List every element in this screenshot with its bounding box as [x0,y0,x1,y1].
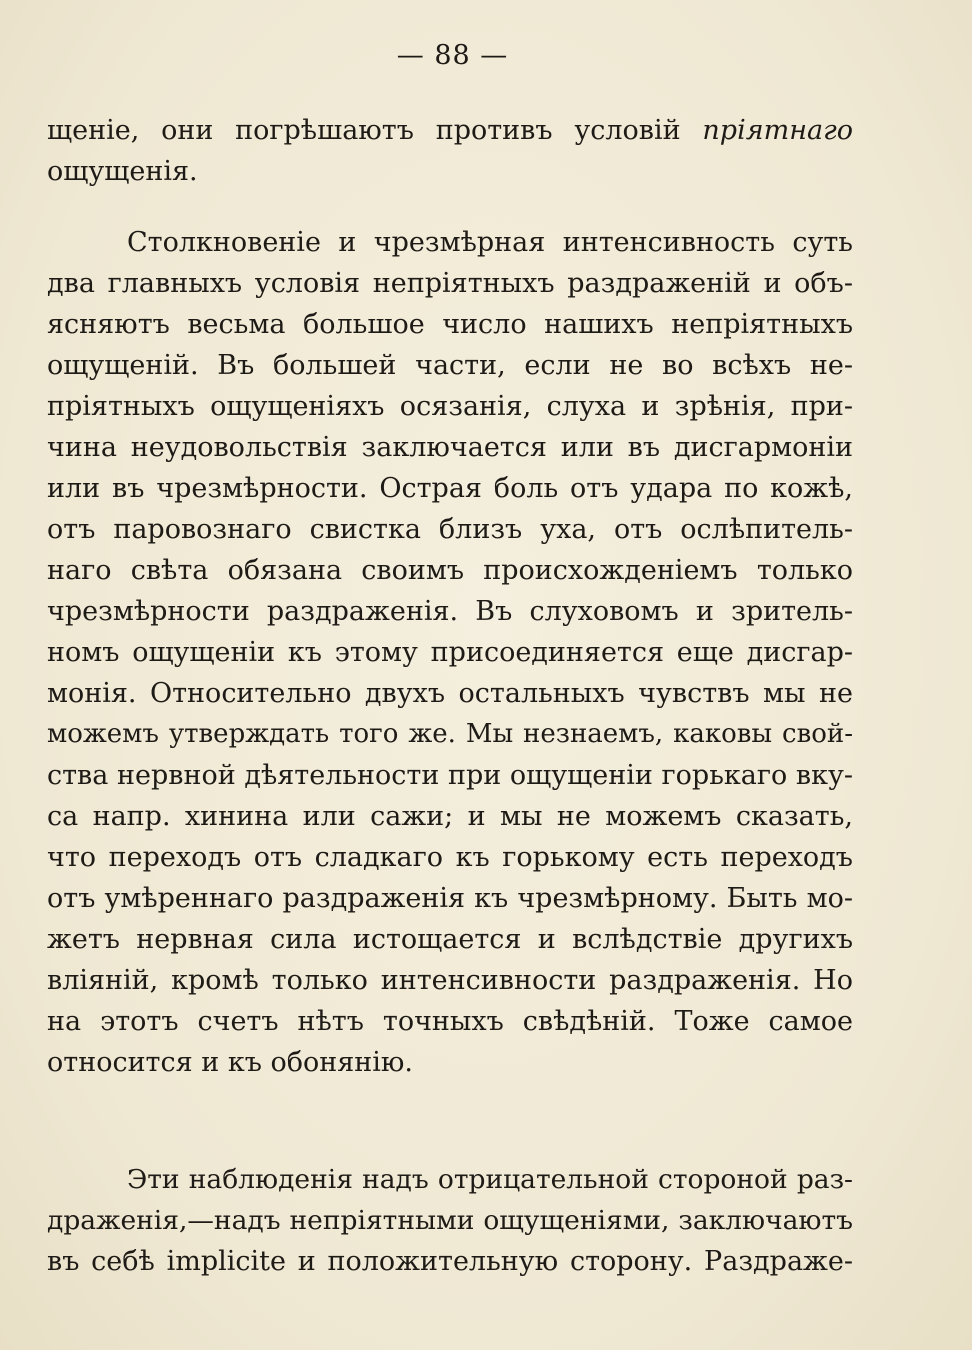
text-line: Столкновеніе и чрезмѣрная интенсивность суть [127,227,853,258]
page-number: — 88 — [396,40,509,71]
text-line: пріятныхъ ощущеніяхъ осязанія, слуха и зрѣнія, при- [47,391,853,422]
paragraph-3 [47,1159,853,1282]
text-line: ясняютъ весьма большое число нашихъ непріятныхъ [47,309,853,340]
text-line: или въ чрезмѣрности. Острая боль отъ удара по кожѣ, [47,473,853,504]
text-line: въ себѣ implicite и положительную сторону. Раздраже- [47,1246,853,1277]
text-line: отъ умѣреннаго раздраженія къ чрезмѣрному. Быть мо- [47,883,853,914]
text-line: номъ ощущеніи къ этому присоединяется еще дисгар- [47,637,853,668]
text-line: Эти наблюденія надъ отрицательной стороной раз- [127,1164,853,1195]
text-line: ства нервной дѣятельности при ощущеніи горькаго вку- [47,760,853,791]
text-line: вліяній, кромѣ только интенсивности раздраженія. Но [47,965,853,996]
text-line: на этотъ счетъ нѣтъ точныхъ свѣдѣній. Тоже самое [47,1006,853,1037]
paragraph-2 [47,222,853,1083]
text-line: монія. Относительно двухъ остальныхъ чувствъ мы не [47,678,853,709]
text-line: два главныхъ условія непріятныхъ раздраженій и объ- [47,268,853,299]
text-line: чрезмѣрности раздраженія. Въ слуховомъ и зритель- [47,596,853,627]
text-line-body: щеніе, они погрѣшаютъ противъ условій [47,115,703,146]
text-line: наго свѣта обязана своимъ происхожденіемъ только [47,555,853,586]
paragraph-1 [47,110,853,192]
text-line: относится и къ обонянію. [47,1047,413,1078]
text-line: чина неудовольствія заключается или въ дисгармоніи [47,432,853,463]
text-line: драженія,—надъ непріятными ощущеніями, заключаютъ [47,1205,853,1236]
text-line: жетъ нервная сила истощается и вслѣдствіе другихъ [47,924,853,955]
text-line: можемъ утверждать того же. Мы незнаемъ, каковы свой- [47,719,853,749]
text-line: ощущенія. [47,156,198,187]
text-line: ощущеній. Въ большей части, если не во всѣхъ не- [47,350,853,381]
text-line: отъ паровознаго свистка близъ уха, отъ ослѣпитель- [47,514,853,545]
italic-word: пріятнаго [702,115,853,146]
text-line: что переходъ отъ сладкаго къ горькому есть переходъ [47,842,853,873]
text-line [47,110,853,151]
text-line: са напр. хинина или сажи; и мы не можемъ сказать, [47,801,853,832]
